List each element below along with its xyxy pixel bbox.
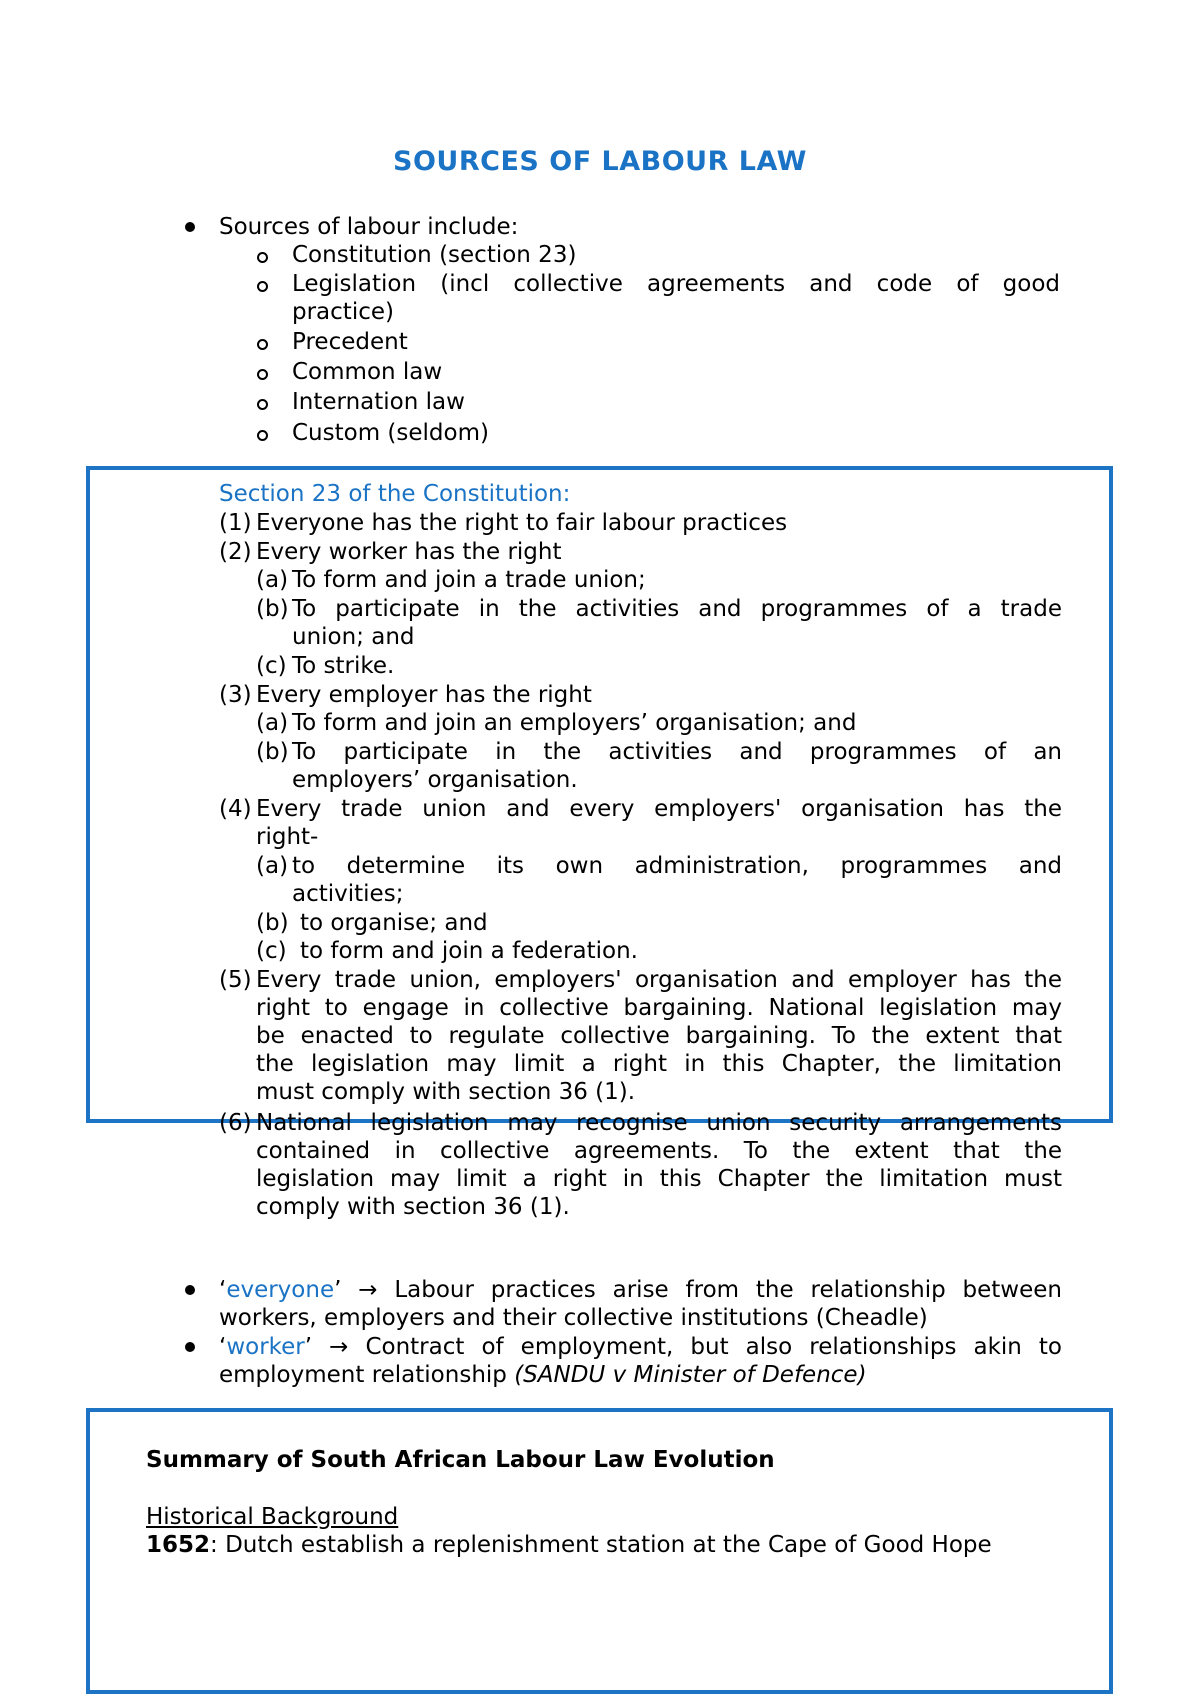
clause-text: Every employer has the right [256, 682, 592, 708]
subclause-number: (a) [256, 710, 289, 736]
section23-heading: Section 23 of the Constitution: [219, 481, 571, 507]
term-worker: worker [226, 1334, 305, 1360]
bullet-icon [185, 222, 195, 232]
clause-number: (3) [219, 682, 252, 708]
timeline-entry [146, 1531, 992, 1559]
subclause-text: to form and join a federation. [300, 938, 638, 964]
circle-bullet-icon [257, 252, 268, 263]
timeline-year: 1652 [146, 1532, 211, 1558]
subclause-text: To form and join an employers’ organisation; and [292, 710, 857, 736]
clause-number: (2) [219, 539, 252, 565]
circle-bullet-icon [257, 430, 268, 441]
sources-intro: Sources of labour include: [219, 214, 519, 240]
clause-text: Everyone has the right to fair labour practices [256, 510, 788, 536]
circle-bullet-icon [257, 399, 268, 410]
source-item: Internation law [292, 389, 465, 415]
subclause-number: (c) [256, 938, 287, 964]
subclause-number: (b) [256, 739, 289, 765]
subclause-text: To form and join a trade union; [292, 567, 646, 593]
subclause-number: (a) [256, 567, 289, 593]
summary-heading: Summary of South African Labour Law Evolution [146, 1447, 775, 1473]
source-item: Custom (seldom) [292, 420, 489, 446]
subclause-text: to organise; and [300, 910, 488, 936]
clause-text: Every worker has the right [256, 539, 562, 565]
source-item: Precedent [292, 329, 408, 355]
subclause-number: (b) [256, 596, 289, 622]
subclause-text: To participate in the activities and programmes of a trade union; and [292, 596, 1062, 650]
page-title: SOURCES OF LABOUR LAW [393, 146, 807, 177]
circle-bullet-icon [257, 281, 268, 292]
source-item: Common law [292, 359, 443, 385]
clause-number: (4) [219, 796, 252, 822]
subclause-text: To participate in the activities and programmes of an employers’ organisation. [292, 739, 1062, 793]
clause-text: National legislation may recognise union security arrangements contained in collective agreements. To the extent that the legislation may limit a right in this Chapter the limitation must comply with section 36 (1). [256, 1110, 1062, 1220]
subclause-number: (c) [256, 653, 287, 679]
summary-subheading: Historical Background [146, 1504, 399, 1530]
subclause-text: To strike. [292, 653, 395, 679]
note-worker: ‘worker’ → Contract of employment, but also relationships akin to employment relationship (SANDU v Minister of Defence) [219, 1334, 1062, 1388]
clause-number: (1) [219, 510, 252, 536]
circle-bullet-icon [257, 369, 268, 380]
clause-number: (6) [219, 1110, 252, 1136]
note-everyone: ‘everyone’ → Labour practices arise from the relationship between workers, employers and their collective institutions (Cheadle) [219, 1277, 1062, 1331]
timeline-event: : Dutch establish a replenishment station at the Cape of Good Hope [210, 1532, 992, 1558]
subclause-text: to determine its own administration, programmes and activities; [292, 853, 1062, 907]
case-citation: (SANDU v Minister of Defence) [514, 1362, 867, 1388]
subclause-number: (a) [256, 853, 289, 879]
source-item: Legislation (incl collective agreements and code of good practice) [292, 271, 1060, 325]
bullet-icon [185, 1342, 195, 1352]
bullet-icon [185, 1285, 195, 1295]
clause-number: (5) [219, 967, 252, 993]
term-everyone: everyone [226, 1277, 335, 1303]
clause-text: Every trade union, employers' organisation and employer has the right to engage in collective bargaining. National legislation may be enacted to regulate collective bargaining. To the extent that the legislation may limit a right in this Chapter, the limitation must comply with section 36 (1). [256, 967, 1062, 1105]
clause-text: Every trade union and every employers' organisation has the right- [256, 796, 1062, 850]
subclause-number: (b) [256, 910, 289, 936]
source-item: Constitution (section 23) [292, 242, 577, 268]
circle-bullet-icon [257, 339, 268, 350]
